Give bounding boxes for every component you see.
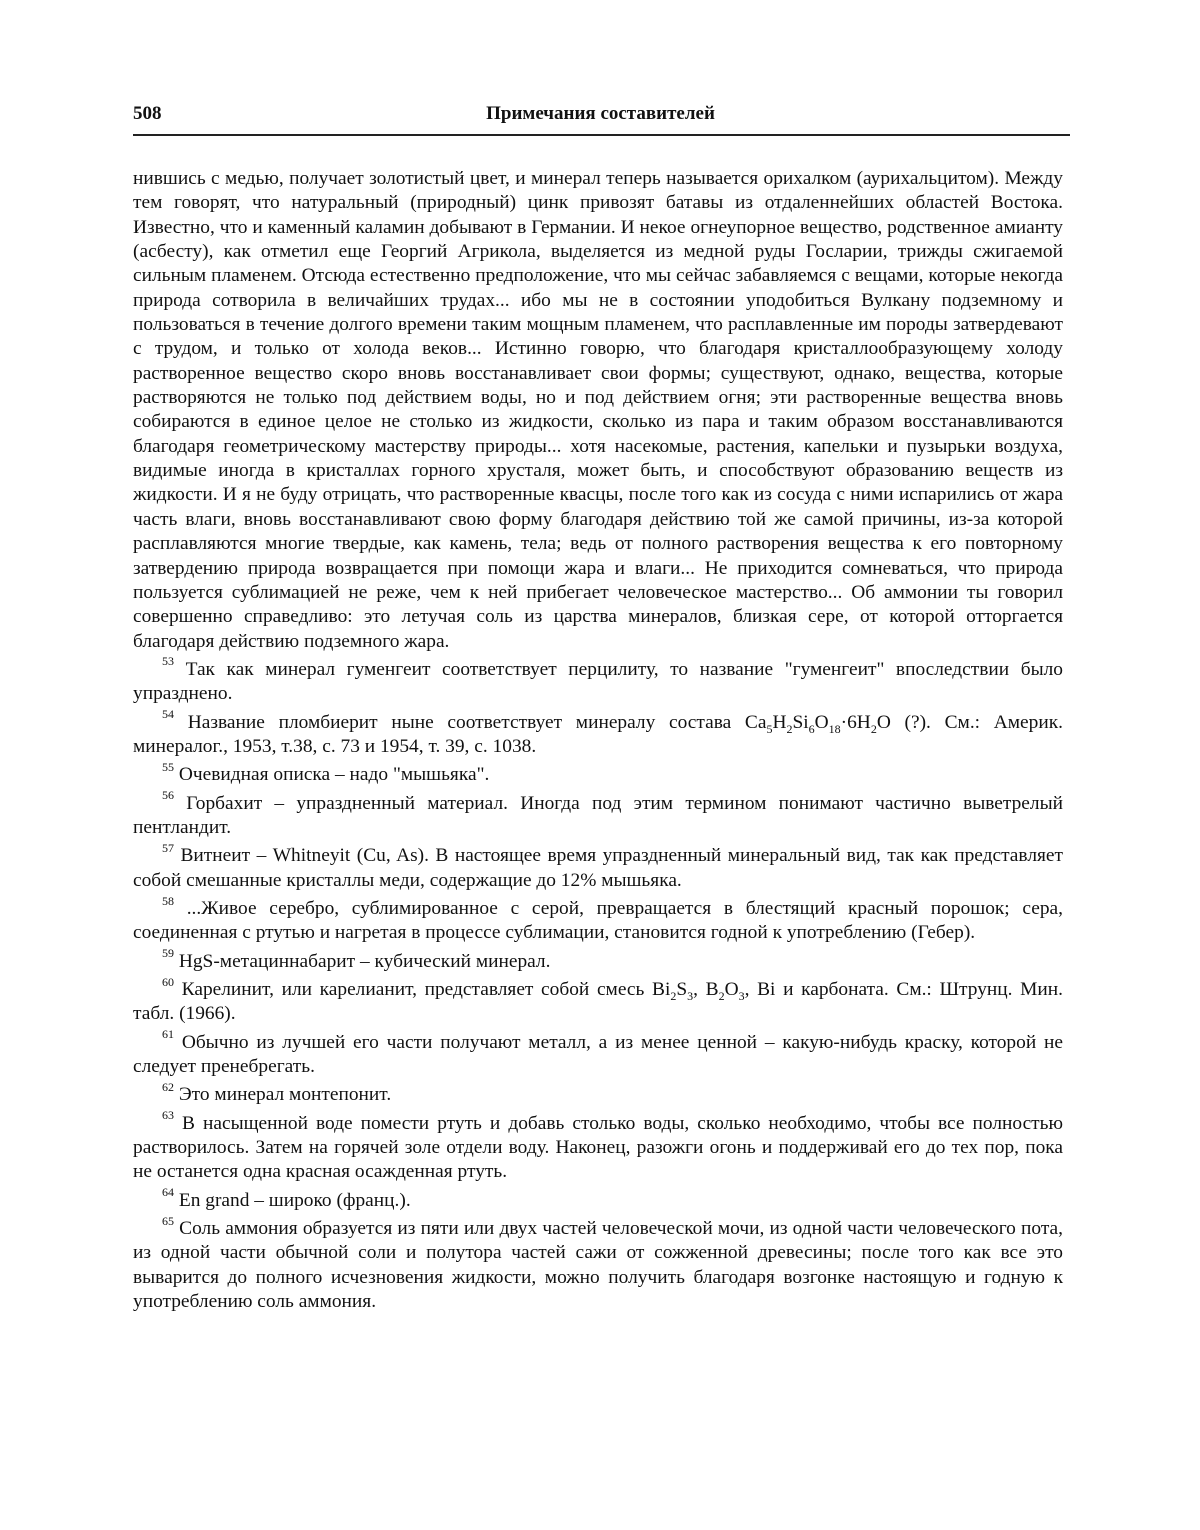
body-text <box>133 167 1063 1314</box>
note-number: 57 <box>162 840 174 855</box>
note-59 <box>133 946 1063 974</box>
note-number: 53 <box>162 654 174 669</box>
note-57 <box>133 840 1063 893</box>
note-62 <box>133 1079 1063 1107</box>
note-number: 62 <box>162 1079 174 1094</box>
formula-subscript: 6 <box>808 721 815 736</box>
note-number: 59 <box>162 946 174 961</box>
formula-element: Si <box>792 711 809 733</box>
note-53 <box>133 654 1063 707</box>
note-text: HgS-метациннабарит – кубический минерал. <box>178 950 551 972</box>
formula-subscript: 2 <box>786 721 793 736</box>
note-58 <box>133 893 1063 946</box>
note-text: Соль аммония образуется из пяти или двух частей человеческой мочи, из одной части человеческого пота, из одной части обычной соли и полутора частей сажи от сожженной древесины; после того как все это выварится до полного исчезновения жидкости, можно получить благодаря возгонке настоящую и годную к употреблению соль аммония. <box>133 1218 1063 1313</box>
note-64 <box>133 1185 1063 1213</box>
note-number: 63 <box>162 1108 174 1123</box>
formula-element: S <box>676 979 688 1000</box>
header-rule <box>133 134 1070 136</box>
formula-subscript: 2 <box>670 988 677 1003</box>
note-text: Витнеит – Whitneyit (Cu, As). В настоящее время упраздненный минеральный вид, так как представляет собой смешанные кристаллы меди, содержащие до 12% мышьяка. <box>133 845 1063 891</box>
note-text: Так как минерал гуменгеит соответствует перцилиту, то название "гуменгеит" впоследствии было упразднено. <box>133 658 1063 705</box>
note-number: 55 <box>162 759 174 774</box>
page-number: 508 <box>133 103 162 124</box>
formula-subscript: 3 <box>738 988 745 1003</box>
formula-subscript: 2 <box>718 988 725 1003</box>
formula-element: O <box>724 979 739 1000</box>
note-text: В насыщенной воде помести ртуть и добавь столько воды, сколько необходимо, чтобы все полностью растворилось. Затем на горячей золе отдели воду. Наконец, разожги огонь и поддерживай его до тех пор, пока не останется одна красная осажденная ртуть. <box>133 1112 1063 1183</box>
continuation-paragraph: нившись с медью, получает золотистый цвет, и минерал теперь называется орихалком (аурихальцитом). Между тем говорят, что натуральный (природный) цинк привозят батавы из отдаленнейших областей Востока. Известно, что и каменный каламин добывают в Германии. И некое огнеупорное вещество, родственное амианту (асбесту), как отметил еще Георгий Агрикола, выделяется из медной руды Госларии, трижды сжигаемой сильным пламенем. Отсюда естественно предположение, что мы сейчас забавляемся с вещами, которые некогда природа сотворила в величайших трудах... ибо мы не в состоянии уподобиться Вулкану подземному и пользоваться в течение долгого времени таким мощным пламенем, что расплавленные им породы затвердевают с трудом, и только от холода веков... Истинно говорю, что благодаря кристаллообразующему холоду растворенное вещество скоро вновь восстанавливает свои формы; существуют, однако, вещества, которые растворяются не только под действием воды, но и под действием огня; эти растворенные вещества вновь собираются в единое целое не столько из жидкости, сколько из пара и таким образом восстанавливаются благодаря геометрическому мастерству природы... хотя насекомые, растения, капельки и пузырьки воздуха, видимые иногда в кристаллах горного хрусталя, может быть, и способствуют образованию веществ из жидкости. И я не буду отрицать, что растворенные квасцы, после того как из сосуда с ними испарились от жара часть влаги, вновь восстанавливают свою форму благодаря действию той же самой причины, из-за которой расплавляются многие твердые, как камень, тела; ведь от полного растворения вещества к его повторному затвердению природа возвращается при помощи жара и влаги... Не приходится сомневаться, что природа пользуется сублимацией не реже, чем к ней прибегает человеческое мастерство... Об аммонии ты говорил совершенно справедливо: это летучая соль из царства минералов, близкая сере, от которой отторгается благодаря действию подземного жара. <box>133 168 1063 652</box>
note-number: 60 <box>162 974 174 989</box>
note-number: 58 <box>162 893 174 908</box>
note-text: Это минерал монтепонит. <box>178 1084 392 1106</box>
note-65 <box>133 1213 1063 1314</box>
note-text: En grand – широко (франц.). <box>178 1189 411 1211</box>
formula-element: O <box>876 711 891 733</box>
note-text: ...Живое серебро, сублимированное с серой, превращается в блестящий красный порошок; сера, соединенная с ртутью и нагретая в процессе сублимации, становится годной к употреблению (Гебер). <box>133 897 1063 944</box>
note-number: 54 <box>162 707 174 722</box>
formula-element: ·6H <box>840 711 871 733</box>
note-55 <box>133 759 1063 787</box>
formula-element: O <box>814 711 829 733</box>
note-text: Очевидная описка – надо "мышьяка". <box>178 764 490 786</box>
formula-subscript: 5 <box>766 721 773 736</box>
note-63 <box>133 1108 1063 1185</box>
note-text: Карелинит, или карелианит, представляет собой смесь Bi <box>181 979 671 1000</box>
note-54 <box>133 707 1063 760</box>
formula-subscript: 18 <box>828 721 841 736</box>
note-number: 65 <box>162 1213 174 1228</box>
running-head <box>133 103 1068 131</box>
note-text-tail: , Bi и карбоната. См.: Штрунц. Мин. табл. (1966). <box>133 979 1063 1025</box>
note-56 <box>133 788 1063 841</box>
note-number: 56 <box>162 788 174 803</box>
note-61 <box>133 1027 1063 1080</box>
formula-element: H <box>772 711 787 733</box>
note-text: Обычно из лучшей его части получают металл, а из менее ценной – какую-нибудь краску, которой не следует пренебрегать. <box>133 1031 1063 1078</box>
note-60 <box>133 974 1063 1027</box>
formula-subscript: 3 <box>687 988 694 1003</box>
note-number: 61 <box>162 1027 174 1042</box>
note-text-tail: (?). См.: Америк. минералог., 1953, т.38, с. 73 и 1954, т. 39, с. 1038. <box>133 711 1063 757</box>
formula-element: , B <box>693 979 719 1000</box>
note-text: Горбахит – упраздненный материал. Иногда под этим термином понимают частично выветрелый пентландит. <box>133 792 1063 838</box>
note-text: Название пломбиерит ныне соответствует минералу состава Ca <box>187 711 767 733</box>
formula-subscript: 2 <box>870 721 877 736</box>
running-title: Примечания составителей <box>486 103 715 124</box>
note-number: 64 <box>162 1185 174 1200</box>
